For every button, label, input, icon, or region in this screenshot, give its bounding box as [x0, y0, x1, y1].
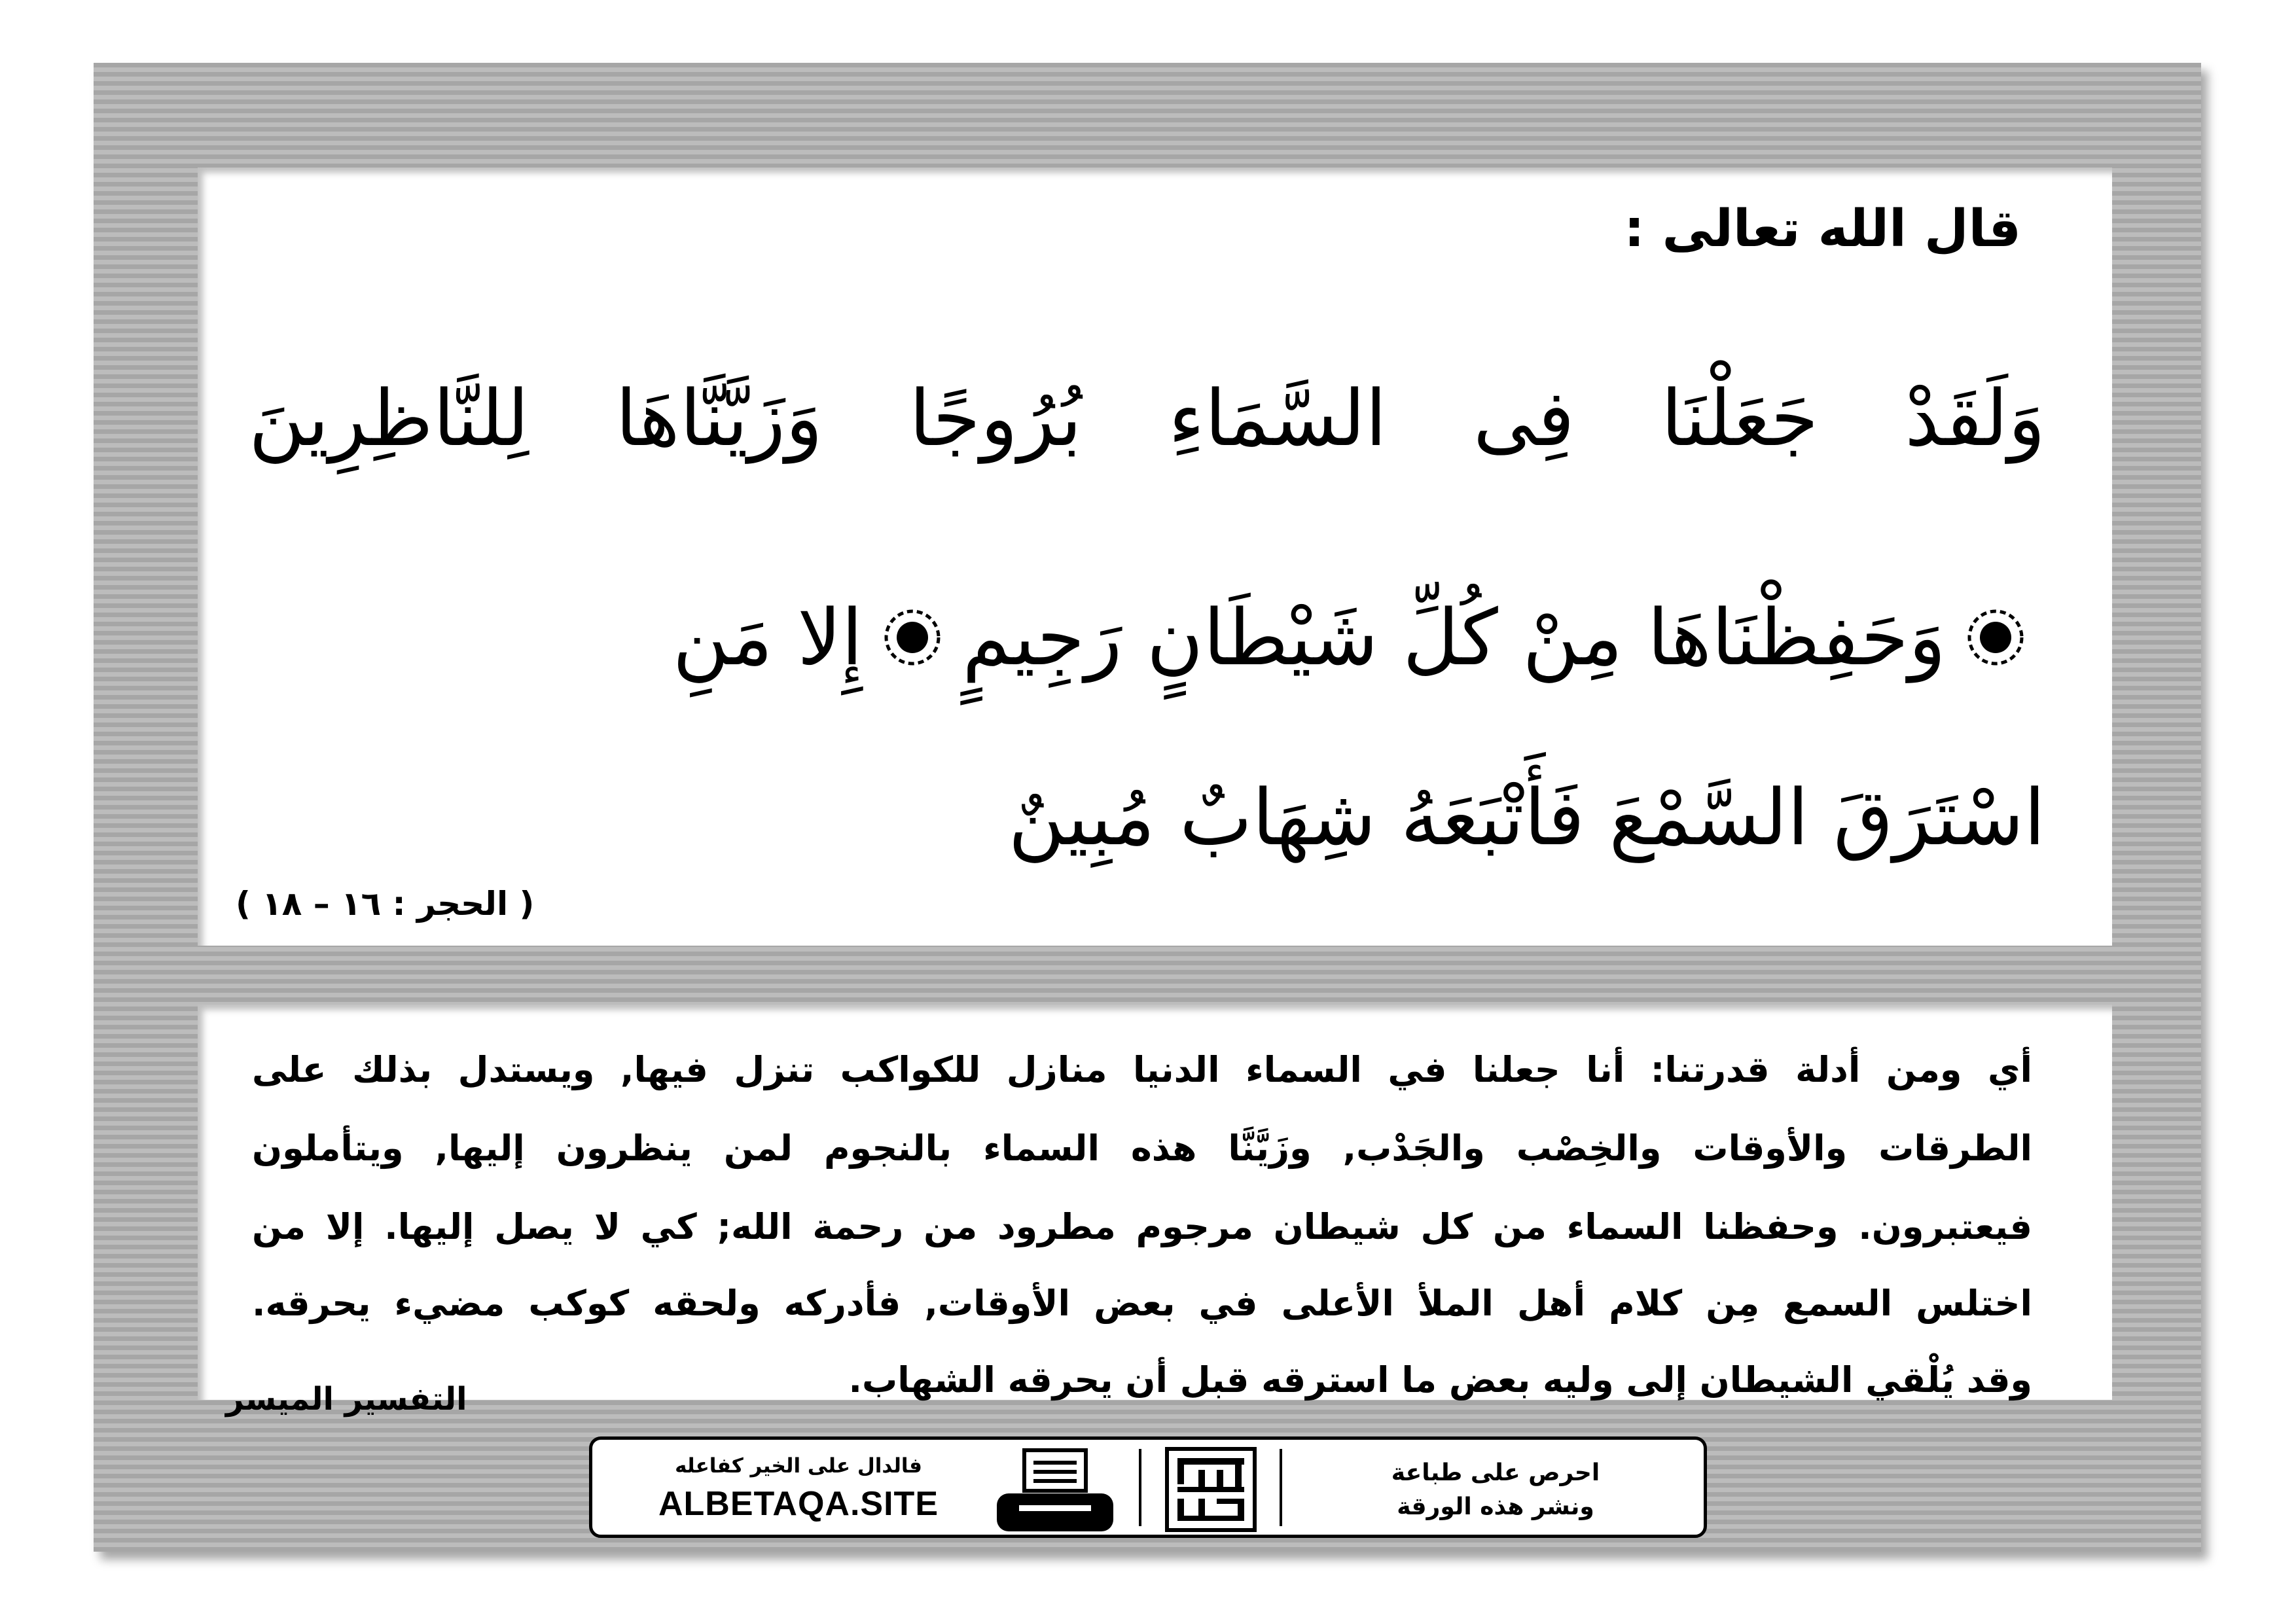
verse-line-3: اسْتَرَقَ السَّمْعَ فَأَتْبَعَهُ شِهَابٌ مُبِينٌ: [1008, 772, 2045, 863]
tafsir-line-5: وقد يُلْقي الشيطان إلى وليه بعض ما استرقه قبل أن يحرقه الشهاب.: [848, 1359, 2032, 1400]
dawah-paper-logo-icon: [1162, 1444, 1260, 1535]
verse-segment-a: وَحَفِظْنَاهَا مِنْ كُلِّ شَيْطَانٍ رَجِيمٍ: [962, 592, 1946, 683]
footer-cta-line-1: احرص على طباعة: [1391, 1459, 1600, 1486]
printer-icon: [993, 1446, 1117, 1535]
verse-line-2: [249, 592, 2045, 683]
verse-line-1: وَلَقَدْ جَعَلْنَا فِى السَّمَاءِ بُرُوجًا وَزَيَّنَّاهَا لِلنَّاظِرِينَ: [249, 373, 2045, 463]
tafsir-source: التفسير الميسر: [226, 1381, 467, 1418]
footer-call-to-action: [1325, 1456, 1666, 1524]
tafsir-line-4: اختلس السمع مِن كلام أهل الملأ الأعلى في بعض الأوقات, فأدركه ولحقه كوكب مضيء يحرقه.: [252, 1283, 2032, 1324]
surah-reference: ( الحجر : ١٦ – ١٨ ): [236, 885, 535, 923]
tafsir-line-1: أي ومن أدلة قدرتنا: أنا جعلنا في السماء الدنيا منازل للكواكب تنزل فيها, ويستدل بذلك على: [252, 1049, 2032, 1090]
heading: قال الله تعالى :: [1624, 200, 2021, 259]
ayah-end-marker-icon: [1965, 607, 2026, 668]
footer-banner: [589, 1436, 1707, 1538]
footer-cta-line-2: ونشر هذه الورقة: [1397, 1493, 1594, 1520]
footer-site-link[interactable]: ALBETAQA.SITE: [658, 1485, 939, 1523]
footer-proverb: فالدال على الخير كفاعله: [675, 1454, 922, 1478]
footer-divider: [1139, 1449, 1141, 1526]
ayah-end-marker-icon: [882, 607, 942, 668]
footer-divider: [1280, 1449, 1282, 1526]
tafsir-line-3: فيعتبرون. وحفظنا السماء من كل شيطان مرجوم مطرود من رحمة الله; كي لا يصل إليها. إلا من: [252, 1206, 2032, 1247]
tafsir-line-2: الطرقات والأوقات والخِصْب والجَدْب, وزَيَّنَّا هذه السماء بالنجوم لمن ينظرون إليها, ويتأملون: [252, 1128, 2032, 1169]
verse-segment-b: إِلا مَنِ: [672, 592, 863, 683]
